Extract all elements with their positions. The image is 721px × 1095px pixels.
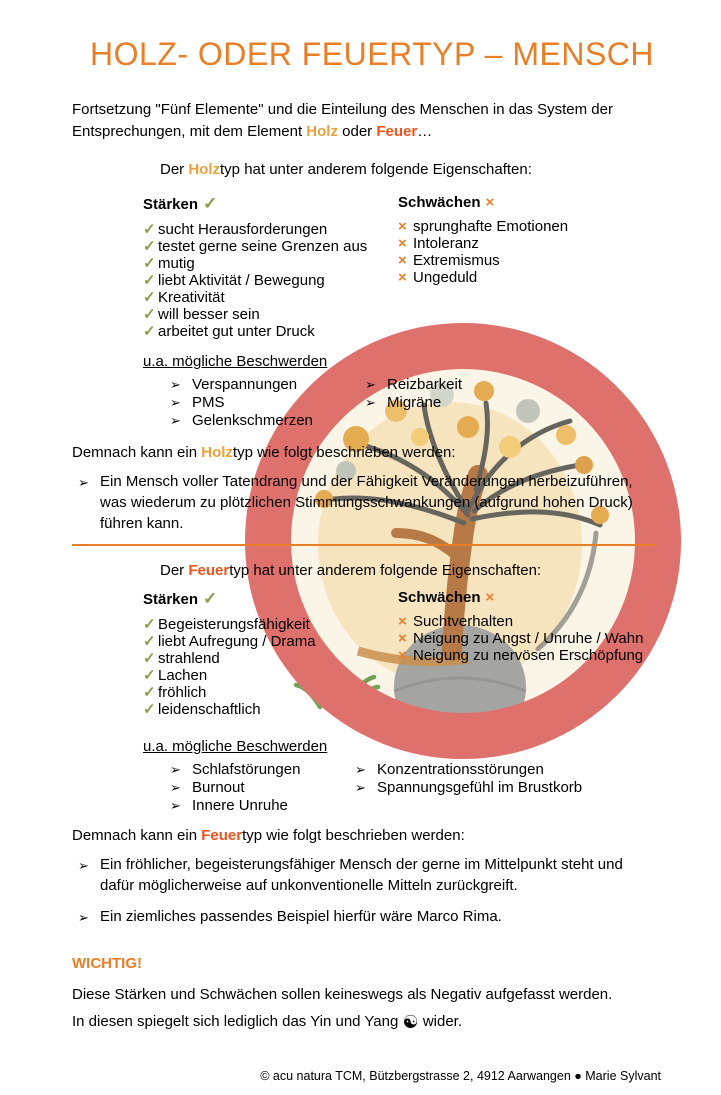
holz-keyword: Holz [306,123,338,140]
cross-icon: × [398,218,407,235]
feuer-weaknesses-column [398,589,721,718]
strength-text: arbeitet gut unter Druck [158,323,315,340]
complaint-item [365,376,721,394]
important-title: WICHTIG! [72,955,142,972]
strength-item [143,650,398,667]
page-title: HOLZ- ODER FEUERTYP – MENSCH [90,36,655,72]
holz-keyword: Holz [201,444,233,461]
intro-line2-mid: oder [337,123,377,140]
feuer-complaints-left [170,761,355,815]
weaknesses-title-text: Schwächen [398,589,481,606]
weakness-text: Ungeduld [413,269,478,286]
strength-text: leidenschaftlich [158,701,261,718]
strength-item [143,667,398,684]
complaint-item [170,797,355,815]
document-content [0,36,721,1034]
holz-weaknesses-list [398,218,721,286]
complaint-text: Gelenkschmerzen [192,412,313,429]
strength-text: Lachen [158,667,208,684]
strength-item [143,255,398,272]
holz-complaints-title: u.a. mögliche Beschwerden [143,353,328,370]
feuer-description-bullet-1 [78,854,657,896]
check-icon: ✓ [143,289,156,306]
strength-text: Begeisterungsfähigkeit [158,616,310,633]
complaint-text: PMS [192,394,225,411]
arrow-bullet-icon: ➢ [170,799,181,814]
weakness-item [398,647,721,664]
strength-text: will besser sein [158,306,260,323]
cross-icon: × [398,235,407,252]
strengths-title-text: Stärken [143,196,199,213]
holz-section [0,161,721,534]
important-line2-post: wider. [418,1013,463,1030]
heading-pre: Der [160,562,189,579]
strength-text: fröhlich [158,684,207,701]
check-icon: ✓ [203,589,218,608]
strength-item [143,272,398,289]
complaint-item [170,779,355,797]
heading-pre: Der [160,161,189,178]
holz-complaints [170,376,721,430]
arrow-bullet-icon: ➢ [170,414,181,429]
summary-post: typ wie folgt beschrieben werden: [242,827,465,844]
strength-text: mutig [158,255,195,272]
holz-keyword: Holz [188,161,221,178]
arrow-bullet-icon: ➢ [355,781,366,796]
cross-icon: × [485,589,495,606]
holz-strengths-list [143,221,398,340]
complaint-item [170,376,365,394]
strengths-title-text: Stärken [143,591,199,608]
intro-line2-end: … [417,123,433,140]
weaknesses-title-text: Schwächen [398,194,481,211]
holz-complaints-right [365,376,721,430]
strength-text: Kreativität [158,289,225,306]
complaint-text: Innere Unruhe [192,797,288,814]
check-icon: ✓ [143,272,156,289]
complaint-text: Verspannungen [192,376,298,393]
important-line2 [72,1011,649,1034]
complaint-text: Migräne [387,394,442,411]
weakness-item [398,613,721,630]
arrow-bullet-icon: ➢ [170,378,181,393]
strength-text: sucht Herausforderungen [158,221,328,238]
strength-item [143,323,398,340]
holz-strengths-column [143,194,398,340]
complaint-text: Konzentrationsstörungen [377,761,544,778]
holz-summary-heading [72,444,721,461]
strengths-title [143,589,398,609]
weakness-item [398,630,721,647]
complaint-item [365,394,721,412]
weakness-item [398,269,721,286]
check-icon: ✓ [203,194,218,213]
summary-pre: Demnach kann ein [72,827,202,844]
arrow-bullet-icon: ➢ [365,396,376,411]
feuer-keyword: Feuer [188,562,230,579]
strength-text: liebt Aktivität / Bewegung [158,272,325,289]
heading-post: typ hat unter anderem folgende Eigenschaften: [229,562,542,579]
complaint-text: Reizbarkeit [387,376,463,393]
check-icon: ✓ [143,616,156,633]
important-line2-pre: In diesen spiegelt sich lediglich das Yin und Yang [72,1013,403,1030]
strengths-title [143,194,398,214]
complaint-text: Burnout [192,779,245,796]
holz-complaints-left [170,376,365,430]
feuer-strengths-list [143,616,398,718]
feuer-section-heading [160,562,721,579]
arrow-bullet-icon: ➢ [78,911,89,926]
strength-item [143,238,398,255]
check-icon: ✓ [143,667,156,684]
arrow-bullet-icon: ➢ [170,396,181,411]
check-icon: ✓ [143,238,156,255]
strength-item [143,221,398,238]
weakness-item [398,218,721,235]
section-divider [72,544,655,546]
strength-item [143,289,398,306]
footer-copyright: © acu natura TCM, Bützbergstrasse 2, 4912 Aarwangen ● Marie Sylvant [260,1069,661,1083]
heading-post: typ hat unter anderem folgende Eigenschaften: [220,161,532,178]
feuer-complaints-right [355,761,721,815]
check-icon: ✓ [143,684,156,701]
arrow-bullet-icon: ➢ [170,763,181,778]
feuer-section [0,562,721,929]
feuer-keyword: Feuer [201,827,243,844]
check-icon: ✓ [143,306,156,323]
check-icon: ✓ [143,633,156,650]
weakness-text: Neigung zu Angst / Unruhe / Wahn [413,630,644,647]
weakness-text: Intoleranz [413,235,479,252]
check-icon: ✓ [143,323,156,340]
feuer-description-text-1: Ein fröhlicher, begeisterungsfähiger Mensch der gerne im Mittelpunkt steht und dafür möglicherweise auf unkonventionelle Mitteln zurückgreift. [100,856,623,894]
summary-pre: Demnach kann ein [72,444,202,461]
feuer-columns [143,589,721,718]
cross-icon: × [398,613,407,630]
cross-icon: × [398,630,407,647]
feuer-description-text-2: Ein ziemliches passendes Beispiel hierfür wäre Marco Rima. [100,908,502,925]
strength-text: strahlend [158,650,220,667]
check-icon: ✓ [143,701,156,718]
arrow-bullet-icon: ➢ [365,378,376,393]
intro-line2-pre: Entsprechungen, mit dem Element [72,123,307,140]
weaknesses-title [398,194,721,211]
complaint-text: Spannungsgefühl im Brustkorb [377,779,583,796]
weakness-item [398,235,721,252]
holz-description-bullet [78,471,657,534]
feuer-weaknesses-list [398,613,721,664]
intro-paragraph [72,99,649,143]
holz-columns [143,194,721,340]
complaint-item [355,779,721,797]
intro-line1: Fortsetzung "Fünf Elemente" und die Einteilung des Menschen in das System der [72,101,613,118]
feuer-strengths-column [143,589,398,718]
complaint-item [170,761,355,779]
feuer-keyword: Feuer [376,123,418,140]
feuer-complaints [170,761,721,815]
feuer-description-bullet-2 [78,906,657,929]
holz-section-heading [160,161,721,178]
complaint-item [355,761,721,779]
cross-icon: × [398,647,407,664]
strength-item [143,616,398,633]
weaknesses-title [398,589,721,606]
feuer-summary-heading [72,827,721,844]
check-icon: ✓ [143,221,156,238]
strength-item [143,684,398,701]
summary-post: typ wie folgt beschrieben werden: [232,444,456,461]
feuer-complaints-title: u.a. mögliche Beschwerden [143,738,328,755]
arrow-bullet-icon: ➢ [170,781,181,796]
arrow-bullet-icon: ➢ [355,763,366,778]
cross-icon: × [398,252,407,269]
important-line1: Diese Stärken und Schwächen sollen keineswegs als Negativ aufgefasst werden. [72,986,613,1003]
complaint-text: Schlafstörungen [192,761,301,778]
strength-item [143,306,398,323]
strength-text: liebt Aufregung / Drama [158,633,316,650]
weakness-text: Extremismus [413,252,500,269]
holz-weaknesses-column [398,194,721,340]
complaint-item [170,394,365,412]
arrow-bullet-icon: ➢ [78,859,89,874]
yin-yang-icon: ☯ [402,1012,419,1033]
strength-item [143,701,398,718]
weakness-text: sprunghafte Emotionen [413,218,569,235]
cross-icon: × [398,269,407,286]
weakness-text: Neigung zu nervösen Erschöpfung [413,647,644,664]
check-icon: ✓ [143,255,156,272]
arrow-bullet-icon: ➢ [78,476,89,491]
complaint-item [170,412,365,430]
cross-icon: × [485,194,495,211]
strength-text: testet gerne seine Grenzen aus [158,238,368,255]
check-icon: ✓ [143,650,156,667]
weakness-text: Suchtverhalten [413,613,514,630]
weakness-item [398,252,721,269]
holz-description-text: Ein Mensch voller Tatendrang und der Fähigkeit Veränderungen herbeizuführen, was wiederum zu plötzlichen Stimmungsschwankungen (aufgrund hohen Druck) führen kann. [100,473,633,532]
strength-item [143,633,398,650]
